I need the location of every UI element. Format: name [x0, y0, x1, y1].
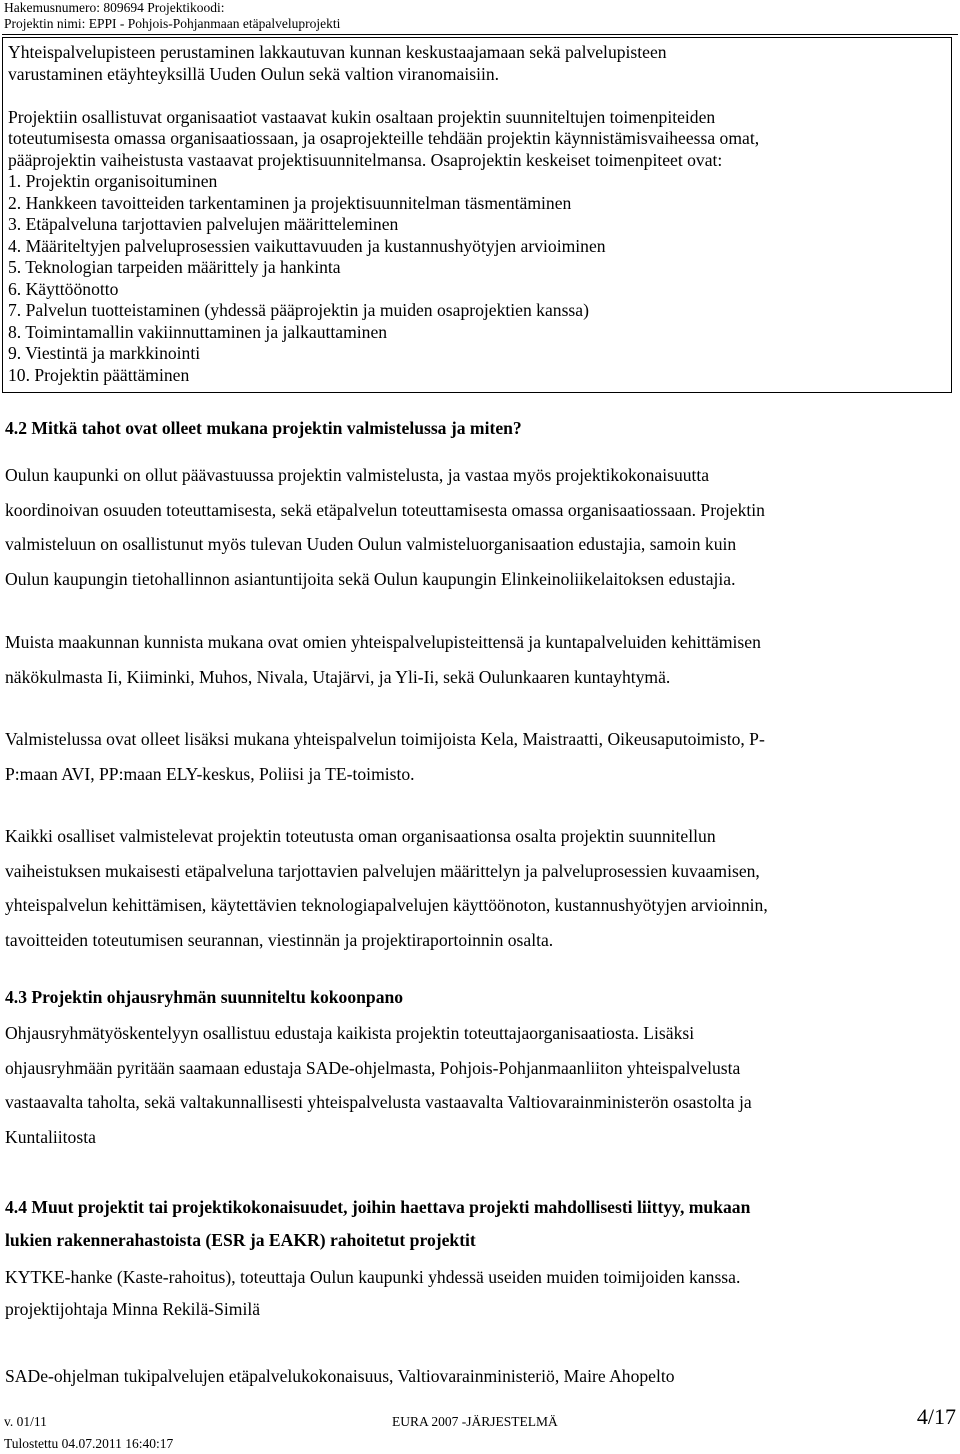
- s42-p4-line: Kaikki osalliset valmistelevat projektin toteutusta oman organisaationsa osalta projektin suunnitellun: [5, 826, 716, 846]
- box-body-line-3: pääprojektin vaiheistusta vastaavat projektisuunnitelmansa. Osaprojektin keskeiset toimenpiteet ovat:: [8, 149, 723, 170]
- s42-p2-line: Muista maakunnan kunnista mukana ovat omien yhteispalvelupisteittensä ja kuntapalveluiden kehittämisen: [5, 632, 761, 652]
- list-item: 6. Käyttöönotto: [8, 278, 119, 299]
- measures-list: [8, 171, 946, 386]
- page-header: [4, 0, 340, 32]
- s42-p4-line: yhteispalvelun kehittämisen, käytettävien teknologiapalvelujen käyttöönoton, kustannushyötyjen arvioinnin,: [5, 895, 768, 915]
- s44-p2: SADe-ohjelman tukipalvelujen etäpalvelukokonaisuus, Valtiovarainministeriö, Maire Ahopelto: [5, 1366, 675, 1386]
- s42-p1-line: Oulun kaupunki on ollut päävastuussa projektin valmistelusta, ja vastaa myös projektikokonaisuutta: [5, 465, 710, 485]
- section-4-4-heading-line-2: lukien rakennerahastoista (ESR ja EAKR) rahoitetut projektit: [5, 1230, 476, 1250]
- s42-p2-line: näkökulmasta Ii, Kiiminki, Muhos, Nivala, Utajärvi, ja Yli-Ii, sekä Oulunkaaren kuntayhtymä.: [5, 666, 671, 687]
- section-4-2-heading: 4.2 Mitkä tahot ovat olleet mukana projektin valmistelussa ja miten?: [5, 418, 522, 438]
- s43-p1-line: Ohjausryhmätyöskentelyyn osallistuu edustaja kaikista projektin toteuttajaorganisaatiosta. Lisäksi: [5, 1023, 695, 1043]
- header-project-name: Projektin nimi: EPPI - Pohjois-Pohjanmaan etäpalveluprojekti: [4, 16, 341, 31]
- footer-version: v. 01/11: [4, 1414, 47, 1429]
- section-4-3: [5, 985, 953, 1154]
- footer-system: EURA 2007 -JÄRJESTELMÄ: [392, 1414, 558, 1429]
- list-item: 9. Viestintä ja markkinointi: [8, 343, 201, 363]
- s44-p1-line: projektijohtaja Minna Rekilä-Similä: [5, 1299, 261, 1319]
- s44-p1-line: KYTKE-hanke (Kaste-rahoitus), toteuttaja Oulun kaupunki yhdessä useiden muiden toimijoiden kanssa.: [5, 1267, 741, 1287]
- section-4-3-heading: 4.3 Projektin ohjausryhmän suunniteltu kokoonpano: [5, 987, 404, 1007]
- box-body-line-1: Projektiin osallistuvat organisaatiot vastaavat kukin osaltaan projektin suunniteltujen toimenpiteiden: [8, 106, 716, 127]
- s42-p3-line: Valmistelussa ovat olleet lisäksi mukana yhteispalvelun toimijoista Kela, Maistraatti, Oikeusaputoimisto, P-: [5, 729, 765, 749]
- s42-p4-line: tavoitteiden toteutumisen seurannan, viestinnän ja projektiraportoinnin osalta.: [5, 929, 554, 950]
- header-divider: [2, 34, 958, 35]
- s43-p1-line: Kuntaliitosta: [5, 1126, 96, 1147]
- list-item: 10. Projektin päättäminen: [8, 364, 190, 385]
- footer-printed: Tulostettu 04.07.2011 16:40:17: [4, 1436, 174, 1451]
- section-4-2: [5, 416, 953, 957]
- continued-description-box: [2, 37, 952, 393]
- s42-p3-line: P:maan AVI, PP:maan ELY-keskus, Poliisi ja TE-toimisto.: [5, 763, 415, 784]
- list-item: 4. Määriteltyjen palveluprosessien vaikuttavuuden ja kustannushyötyjen arvioiminen: [8, 235, 606, 256]
- list-item: 7. Palvelun tuotteistaminen (yhdessä pääprojektin ja muiden osaprojektien kanssa): [8, 300, 589, 320]
- list-item: 2. Hankkeen tavoitteiden tarkentaminen ja projektisuunnitelman täsmentäminen: [8, 192, 572, 213]
- s42-p1-line: Oulun kaupungin tietohallinnon asiantuntijoita sekä Oulun kaupungin Elinkeinoliikelaitoksen edustajia.: [5, 568, 736, 589]
- s42-p1-line: valmisteluun on osallistunut myös tulevan Uuden Oulun valmisteluorganisaation edustajia, samoin kuin: [5, 534, 737, 554]
- box-body-line-2: toteutumisesta omassa organisaatiossaan, ja osaprojekteille tehdään projektin käynnistämisvaiheessa omat,: [8, 128, 760, 148]
- list-item: 1. Projektin organisoituminen: [8, 171, 218, 191]
- s43-p1-line: ohjausryhmään pyritään saamaan edustaja SADe-ohjelmasta, Pohjois-Pohjanmaanliiton yhteispalvelusta: [5, 1057, 741, 1078]
- header-application-number: Hakemusnumero: 809694 Projektikoodi:: [4, 0, 225, 15]
- list-item: 3. Etäpalveluna tarjottavien palvelujen määritteleminen: [8, 214, 399, 234]
- s43-p1-line: vastaavalta taholta, sekä valtakunnallisesti yhteispalvelusta vastaavalta Valtiovarainministerön osastolta ja: [5, 1092, 752, 1112]
- list-item: 8. Toimintamallin vakiinnuttaminen ja jalkauttaminen: [8, 321, 388, 342]
- s42-p1-line: koordinoivan osuuden toteuttamisesta, sekä etäpalvelun toteuttamisesta omassa organisaatiossaan. Projektin: [5, 499, 765, 520]
- box-intro-line-2: varustaminen etäyhteyksillä Uuden Oulun sekä valtion viranomaisiin.: [8, 63, 500, 84]
- s42-p4-line: vaiheistuksen mukaisesti etäpalveluna tarjottavien palvelujen määrittelyn ja palveluprosessien kuvaamisen,: [5, 860, 760, 881]
- page-number: 4/17: [916, 1404, 956, 1429]
- box-intro-line-1: Yhteispalvelupisteen perustaminen lakkautuvan kunnan keskustaajamaan sekä palvelupisteen: [8, 42, 667, 62]
- section-4-4-heading-line-1: 4.4 Muut projektit tai projektikokonaisuudet, joihin haettava projekti mahdollisesti liittyy, mukaan: [5, 1197, 751, 1217]
- section-4-4: [5, 1191, 953, 1392]
- list-item: 5. Teknologian tarpeiden määrittely ja hankinta: [8, 257, 341, 277]
